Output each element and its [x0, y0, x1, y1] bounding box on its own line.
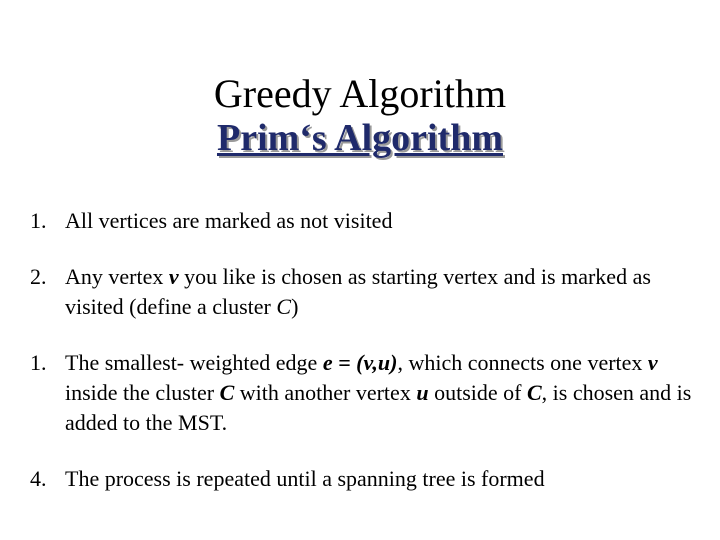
variable-c: C: [526, 380, 542, 405]
text-run: The smallest- weighted edge: [65, 350, 323, 375]
slide-title: [0, 72, 720, 160]
text-run: you like is chosen as starting vertex and is marked as visited (define a cluster: [65, 264, 651, 319]
variable-c: C: [276, 294, 292, 319]
text-run: Any vertex: [65, 264, 169, 289]
list-item-text: [65, 262, 710, 322]
list-item: [30, 464, 710, 494]
text-run: , which connects one vertex: [397, 350, 648, 375]
text-run: , is chosen and is added to the MST.: [65, 380, 692, 435]
numbered-list: [30, 206, 710, 494]
list-item-number: 2.: [30, 264, 47, 289]
text-run: All vertices are marked as not visited: [65, 208, 393, 233]
list-item-number: 1.: [30, 350, 47, 375]
list-item: [30, 262, 710, 322]
text-run: with another vertex: [234, 380, 417, 405]
list-item: [30, 206, 710, 236]
list-item-text: [65, 206, 710, 236]
title-line-1: Greedy Algorithm: [213, 71, 507, 116]
text-run: ): [291, 294, 299, 319]
variable-v: v: [647, 350, 658, 375]
list-item-text: [65, 348, 710, 438]
text-run: inside the cluster: [65, 380, 220, 405]
title-line-2: Prim‘s Algorithm: [216, 117, 503, 159]
list-item-number: 1.: [30, 208, 47, 233]
edge-expression: e = (v,u): [322, 350, 398, 375]
variable-u: u: [416, 380, 429, 405]
list-item-number: 4.: [30, 466, 47, 491]
text-run: The process is repeated until a spanning tree is formed: [65, 466, 545, 491]
text-run: outside of: [428, 380, 527, 405]
list-item: [30, 348, 710, 438]
variable-c: C: [219, 380, 235, 405]
variable-v: v: [168, 264, 179, 289]
list-item-text: [65, 464, 710, 494]
